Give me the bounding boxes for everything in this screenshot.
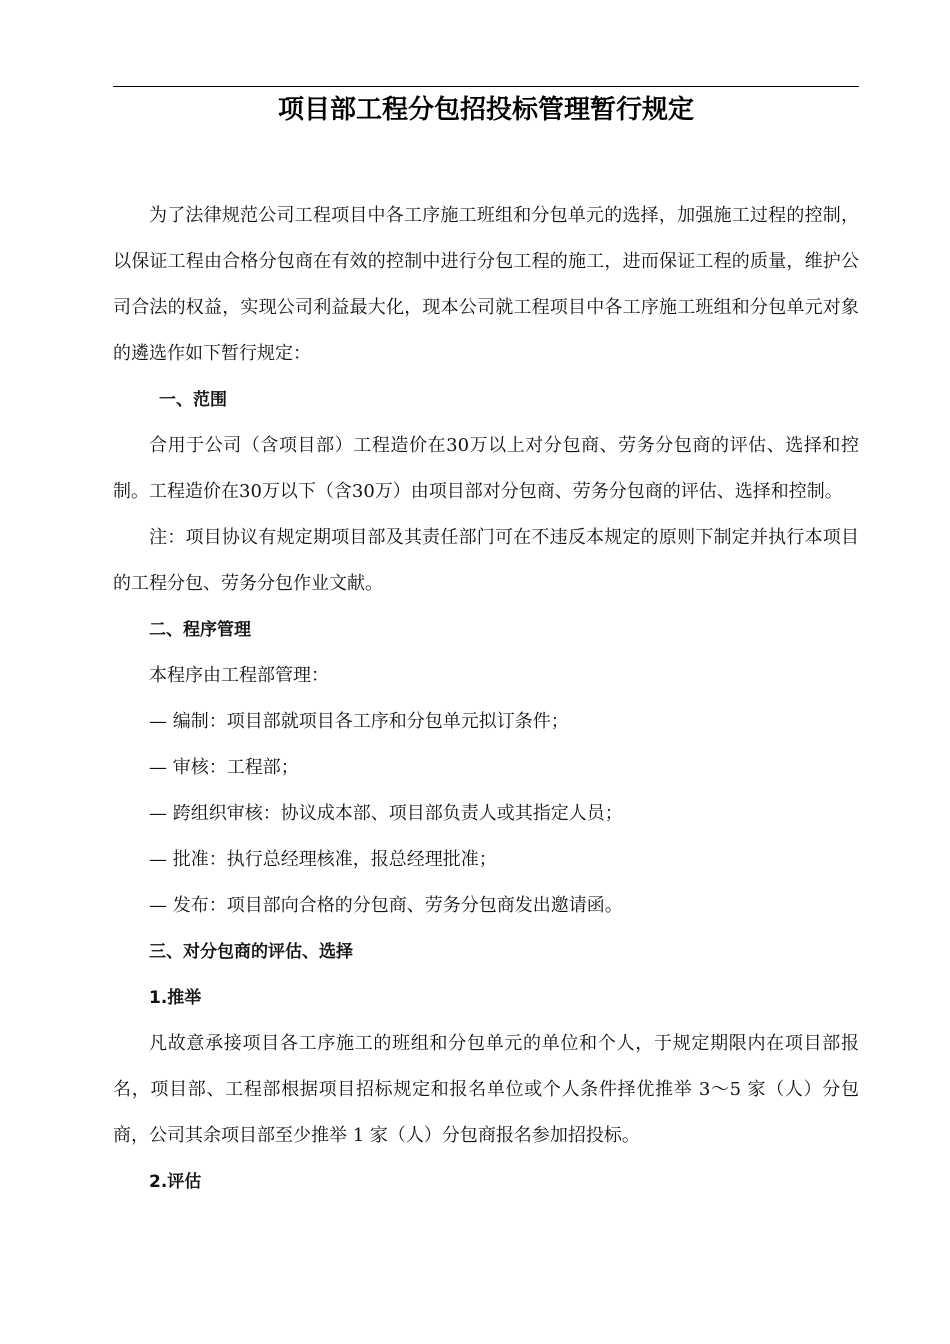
section-3-heading: 三、对分包商的评估、选择 (149, 942, 353, 962)
section-1-paragraph-1: 合用于公司（含项目部）工程造价在30万以上对分包商、劳务分包商的评估、选择和控制。工程造价在30万以下（含30万）由项目部对分包商、劳务分包商的评估、选择和控制。 (113, 435, 859, 502)
list-item-cross-review: — 跨组织审核：协议成本部、项目部负责人或其指定人员； (149, 803, 623, 824)
section-1-note: 注：项目协议有规定期项目部及其责任部门可在不违反本规定的原则下制定并执行本项目的工程分包、劳务分包作业文献。 (113, 527, 859, 594)
subsection-2-heading: 2.评估 (149, 1172, 202, 1192)
list-item-compile: — 编制：项目部就项目各工序和分包单元拟订条件； (149, 711, 569, 732)
list-item-review: — 审核：工程部； (149, 757, 299, 778)
section-1-heading: 一、范围 (159, 390, 227, 410)
list-item-approve: — 批准：执行总经理核准，报总经理批准； (149, 849, 497, 870)
subsection-1-paragraph: 凡故意承接项目各工序施工的班组和分包单元的单位和个人，于规定期限内在项目部报名，项目部、工程部根据项目招标规定和报名单位或个人条件择优推举 3～5 家（人）分包商，公司其余项目部至少推举 1 家（人）分包商报名参加招投标。 (113, 1033, 859, 1146)
subsection-1-heading: 1.推举 (149, 988, 202, 1008)
document-title: 项目部工程分包招投标管理暂行规定 (277, 95, 694, 125)
section-2-heading: 二、程序管理 (149, 620, 251, 640)
header-rule (113, 86, 859, 87)
list-item-publish: — 发布：项目部向合格的分包商、劳务分包商发出邀请函。 (149, 895, 623, 916)
section-2-paragraph-1: 本程序由工程部管理： (149, 665, 329, 686)
intro-paragraph: 为了法律规范公司工程项目中各工序施工班组和分包单元的选择，加强施工过程的控制，以保证工程由合格分包商在有效的控制中进行分包工程的施工，进而保证工程的质量，维护公司合法的权益，实现公司利益最大化，现本公司就工程项目中各工序施工班组和分包单元对象的遴选作如下暂行规定： (113, 205, 859, 364)
document-body (113, 193, 859, 1205)
